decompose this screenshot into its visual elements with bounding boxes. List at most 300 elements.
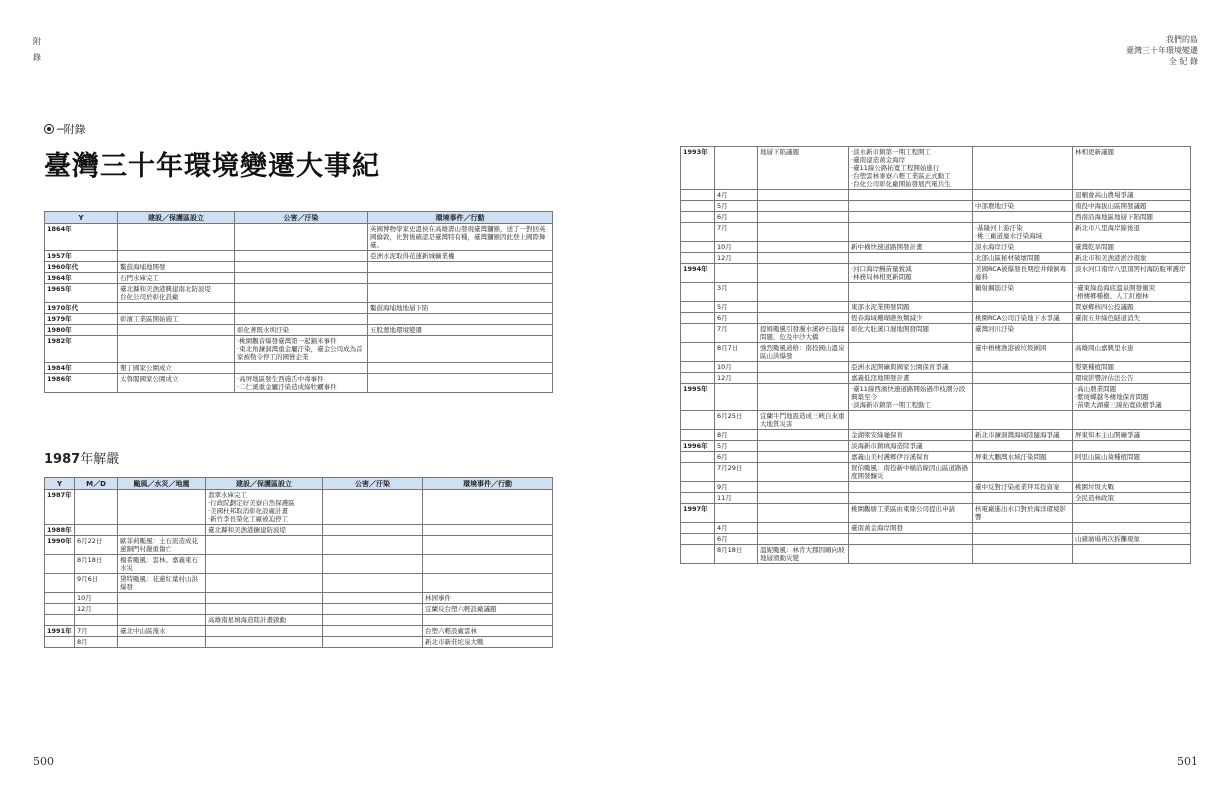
table-cell: [681, 212, 715, 223]
table-cell: [681, 493, 715, 504]
table-cell: [715, 384, 758, 411]
table-row: [681, 283, 1191, 302]
table-cell: [973, 384, 1073, 411]
table-cell: 東部水泥業開發問題: [849, 302, 973, 313]
table-cell: [758, 264, 849, 283]
table-row: [681, 430, 1191, 441]
table-cell: [118, 251, 235, 262]
table-cell: 6月: [715, 452, 758, 463]
table-cell: [235, 284, 368, 303]
table-cell: 臺南黃金海岸開發: [849, 523, 973, 534]
table-cell: [758, 362, 849, 373]
table-cell: [681, 523, 715, 534]
table-cell: 淡水海岸汙染: [973, 242, 1073, 253]
table-cell: 亞洲水泥開礦與國家公園保育爭議: [849, 362, 973, 373]
table-cell: 山豬廣場再次拆攤現象: [1073, 534, 1191, 545]
table-cell: [206, 604, 323, 615]
table-cell: [45, 574, 75, 593]
table-cell: 9月: [715, 482, 758, 493]
table-cell: 亞洲水泥取得花蓮新城礦業權: [368, 251, 553, 262]
table-cell: 屏東大鵬灣水域汙染問題: [973, 452, 1073, 463]
table-cell: ‧高山農業問題 ‧紫斑蝶越冬棲地保育問題 ‧苗栗大湖臺三線拓寬砍樹爭議: [1073, 384, 1191, 411]
table-cell: [1073, 463, 1191, 482]
table-row: [681, 242, 1191, 253]
table-row: [45, 637, 553, 648]
table-cell: 6月: [715, 534, 758, 545]
table-row: [681, 190, 1191, 201]
table-cell: 退輔會高山農場爭議: [1073, 190, 1191, 201]
table-cell: [118, 490, 206, 525]
table-cell: [206, 555, 323, 574]
table-cell: 1995年: [681, 384, 715, 411]
table-cell: 鰲鼓海埔地地層下陷: [368, 303, 553, 314]
table-row: [681, 201, 1191, 212]
appendix-label: ─附錄: [44, 121, 86, 137]
table-cell: [1073, 523, 1191, 534]
table-cell: 臺北縣和美漁港興建南北防波堤 台化公司於彰化設廠: [118, 284, 235, 303]
table-row: [45, 325, 553, 336]
table-row: [681, 147, 1191, 190]
table-cell: [758, 482, 849, 493]
table-cell: [973, 545, 1073, 564]
table-cell: [973, 302, 1073, 313]
table-row: [45, 336, 553, 363]
table-cell: [681, 283, 715, 302]
table-cell: [118, 593, 206, 604]
table-row: [681, 324, 1191, 343]
table-cell: 1987年: [45, 490, 75, 525]
table-cell: 7月: [715, 324, 758, 343]
table-cell: [423, 490, 553, 525]
table-cell: 1979年: [45, 314, 118, 325]
table-cell: 地層下陷議題: [758, 147, 849, 190]
table-cell: [681, 373, 715, 384]
table-cell: 臺灣河川汙染: [973, 324, 1073, 343]
table-cell: 林园事件: [423, 593, 553, 604]
table-cell: 新北市新莊坨泉大戰: [423, 637, 553, 648]
section-year: 1987: [44, 452, 81, 467]
table-cell: [323, 555, 423, 574]
table-cell: [715, 264, 758, 283]
table-cell: [681, 482, 715, 493]
table-cell: 1864年: [45, 224, 118, 251]
table-cell: [323, 490, 423, 525]
table-cell: 楊希颱風：雲林、嘉義東石水災: [118, 555, 206, 574]
side-label: [33, 34, 43, 66]
timeline-table-pre-1987: [44, 211, 553, 393]
table-cell: [368, 273, 553, 284]
table-cell: 1996年: [681, 441, 715, 452]
table-row: [45, 604, 553, 615]
table-cell: [758, 430, 849, 441]
table-cell: [235, 273, 368, 284]
table-cell: 1984年: [45, 363, 118, 374]
table-cell: 8月: [75, 637, 118, 648]
page-title: 臺灣三十年環境變遷大事紀: [44, 151, 380, 182]
table-cell: [368, 336, 553, 363]
table-cell: 中部農地汙染: [973, 201, 1073, 212]
table-cell: [681, 324, 715, 343]
table-cell: 臺南五井綠色隧道消失: [1073, 313, 1191, 324]
table-cell: [849, 223, 973, 242]
column-header: Y: [45, 478, 75, 490]
table-cell: [323, 615, 423, 626]
table-cell: [235, 303, 368, 314]
table-cell: 核電廠進出水口對於海洋環境影響: [973, 504, 1073, 523]
table-cell: ‧高屏地區發生西施舌中毒事件 ‧二仁溪重金屬汙染造成綠牡蠣事件: [235, 374, 368, 393]
table-cell: [849, 343, 973, 362]
table-cell: [681, 201, 715, 212]
table-cell: 彰化著既水圳汙染: [235, 325, 368, 336]
table-cell: 歐菲莉颱風：土石流造成花蓮銅門村嚴重傷亡: [118, 536, 206, 555]
table-cell: [681, 545, 715, 564]
table-row: [681, 384, 1191, 411]
table-row: [681, 463, 1191, 482]
page-number-left: 500: [33, 755, 54, 768]
table-cell: 溫妮颱風：林肯大郡因順向坡地層滑動災變: [758, 545, 849, 564]
table-cell: [973, 534, 1073, 545]
table-row: [45, 262, 553, 273]
table-cell: [1073, 324, 1191, 343]
table-cell: 6月25日: [715, 411, 758, 430]
table-cell: 1957年: [45, 251, 118, 262]
table-cell: 1988年: [45, 525, 75, 536]
table-cell: 英國博物學家史溫侯在高雄壽山發現臺灣獼猴，送了一對回英國倫敦，比對後確認是臺灣特有種，臺灣獼猴因此登上國際舞臺。: [368, 224, 553, 251]
table-cell: 新北市八里海岸線後退: [1073, 223, 1191, 242]
table-cell: [45, 593, 75, 604]
table-cell: [973, 362, 1073, 373]
timeline-table-1993: [680, 146, 1191, 564]
timeline-table-1987: [44, 477, 553, 648]
table-cell: 提姆颱風引發濁水溪砂石盜採問題，危及中沙大橋: [758, 324, 849, 343]
table-cell: [118, 604, 206, 615]
table-cell: 新中橫快速道路開發計畫: [849, 242, 973, 253]
table-cell: 5月: [715, 201, 758, 212]
table-cell: [206, 593, 323, 604]
table-cell: 臺灣乾旱問題: [1073, 242, 1191, 253]
table-cell: [118, 303, 235, 314]
table-cell: ‧河口海岸鰻苗量銳減 ‧林務局林相更新問題: [849, 264, 973, 283]
table-cell: [235, 363, 368, 374]
table-row: [45, 314, 553, 325]
table-cell: [849, 482, 973, 493]
table-cell: [758, 452, 849, 463]
table-cell: 桃園觀塘工業區由東鼎公司提出申請: [849, 504, 973, 523]
table-cell: [423, 615, 553, 626]
table-row: [45, 574, 553, 593]
table-row: [681, 493, 1191, 504]
table-cell: 桃園垃圾大戰: [1073, 482, 1191, 493]
table-row: [681, 452, 1191, 463]
table-cell: 五股溼地環境變遷: [368, 325, 553, 336]
table-cell: 嘉義低窪地開發計畫: [849, 373, 973, 384]
table-row: [681, 411, 1191, 430]
table-cell: [1073, 441, 1191, 452]
table-cell: [758, 493, 849, 504]
table-cell: 8月18日: [715, 545, 758, 564]
table-cell: [758, 534, 849, 545]
table-cell: 臺中梧棲漁港被垃圾圍困: [973, 343, 1073, 362]
table-cell: 恆春海域珊瑚礁魚類減少: [849, 313, 973, 324]
table-cell: 11月: [715, 493, 758, 504]
table-cell: [681, 452, 715, 463]
table-cell: [118, 224, 235, 251]
table-cell: [681, 253, 715, 264]
table-row: [681, 482, 1191, 493]
table-cell: 8月18日: [75, 555, 118, 574]
table-cell: [849, 545, 973, 564]
table-cell: 7月29日: [715, 463, 758, 482]
table-cell: [423, 574, 553, 593]
table-cell: 8月: [715, 430, 758, 441]
table-cell: 環境影響評估法公告: [1073, 373, 1191, 384]
table-cell: [235, 262, 368, 273]
table-cell: 臺中反對汙染產業拜耳投資案: [973, 482, 1073, 493]
table-cell: [681, 223, 715, 242]
table-cell: 10月: [75, 593, 118, 604]
column-header: 公害／汙染: [235, 212, 368, 224]
table-cell: [206, 626, 323, 637]
table-cell: 7月: [715, 223, 758, 242]
table-cell: [758, 242, 849, 253]
table-cell: [423, 536, 553, 555]
table-cell: [323, 536, 423, 555]
table-cell: [849, 534, 973, 545]
table-cell: 新北市濂洞灣海域陸隨海爭議: [973, 430, 1073, 441]
side-label-char: 錄: [33, 53, 41, 62]
table-cell: [758, 523, 849, 534]
table-cell: [323, 604, 423, 615]
table-row: [45, 490, 553, 525]
table-cell: [235, 314, 368, 325]
table-cell: [118, 325, 235, 336]
table-row: [45, 525, 553, 536]
table-cell: 1991年: [45, 626, 75, 637]
table-cell: 6月: [715, 313, 758, 324]
table-cell: [423, 555, 553, 574]
table-cell: [681, 190, 715, 201]
table-row: [45, 374, 553, 393]
table-row: [681, 545, 1191, 564]
table-row: [681, 362, 1191, 373]
table-cell: [849, 190, 973, 201]
table-cell: [973, 493, 1073, 504]
table-row: [681, 504, 1191, 523]
table-cell: [758, 253, 849, 264]
table-cell: [849, 493, 973, 504]
column-header: 颱風／水災／地震: [118, 478, 206, 490]
table-cell: [368, 374, 553, 393]
table-cell: [368, 284, 553, 303]
table-cell: [681, 463, 715, 482]
table-cell: [423, 525, 553, 536]
table-cell: 台塑六輕設廠雲林: [423, 626, 553, 637]
table-cell: 南投中海拔山區開發議題: [1073, 201, 1191, 212]
table-cell: [206, 637, 323, 648]
table-cell: [758, 441, 849, 452]
table-cell: 宜蘭反台塑六輕設廠議題: [423, 604, 553, 615]
table-cell: [758, 190, 849, 201]
table-cell: ‧桃園觀音爆發臺灣第一起鎘米事件 ‧東北角濂洞灣重金屬汙染，臺金公司成為首家被勒令停工的國營企業: [235, 336, 368, 363]
table-row: [45, 626, 553, 637]
table-cell: [45, 604, 75, 615]
table-cell: [75, 525, 118, 536]
table-cell: [758, 212, 849, 223]
table-cell: 10月: [715, 362, 758, 373]
table-cell: 4月: [715, 190, 758, 201]
table-cell: [1073, 504, 1191, 523]
table-cell: 賀伯颱風：南投新中橫沿線因山區道路過度開發釀災: [849, 463, 973, 482]
table-cell: 翡翠水庫完工 ‧行政院劃定好美寮自然保護區 ‧美國杜邦取消彰化設廠計畫 ‧新竹李長榮化工廠被迫停工: [206, 490, 323, 525]
table-cell: [206, 574, 323, 593]
section-title: [44, 448, 119, 467]
table-cell: 淡水河口南岸八里頂罟村海防駐軍護岸: [1073, 264, 1191, 283]
table-cell: [118, 336, 235, 363]
table-cell: 6月22日: [75, 536, 118, 555]
column-header: 環境事件／行動: [423, 478, 553, 490]
table-row: [45, 363, 553, 374]
table-cell: 屏東知本主山開礦爭議: [1073, 430, 1191, 441]
table-cell: 宜蘭牛鬥地震造成三峽自來重大地質災害: [758, 411, 849, 430]
table-cell: 嘉義山美村護鄉伊谷溪保育: [849, 452, 973, 463]
table-cell: 太魯閣國家公園成立: [118, 374, 235, 393]
table-cell: 墾丁國家公園成立: [118, 363, 235, 374]
table-row: [45, 303, 553, 314]
table-cell: ‧臺11線西濱快速道路開始過串枝潮分段興築至今 ‧淡海新市鎮第一期工程動工: [849, 384, 973, 411]
table-cell: [973, 147, 1073, 190]
table-cell: 強烈颱風道格：南投國山溫泉區山洪爆發: [758, 343, 849, 362]
table-cell: [206, 536, 323, 555]
table-cell: 9月6日: [75, 574, 118, 593]
table-cell: 8月7日: [715, 343, 758, 362]
table-cell: 桃園RCA公司汙染地下水爭議: [973, 313, 1073, 324]
column-header: M／D: [75, 478, 118, 490]
table-cell: [849, 411, 973, 430]
table-cell: 石門水庫完工: [118, 273, 235, 284]
table-cell: 彰濱工業區開始施工: [118, 314, 235, 325]
table-cell: 林相更新議題: [1073, 147, 1191, 190]
table-cell: [45, 555, 75, 574]
table-cell: 北部山區秘材破壞問題: [973, 253, 1073, 264]
table-row: [681, 264, 1191, 283]
table-cell: [681, 430, 715, 441]
table-row: [45, 224, 553, 251]
table-cell: ‧淡水新市鎮第一期工程開工 ‧臺南建造黃金海岸 ‧臺11線公路拓寬工程開始進行 ‧台塑雲林麥寮六輕工業區正式動工 ‧台化公司彰化廠開始發展汽電共生: [849, 147, 973, 190]
table-cell: 淡海新市鎮填海造陸爭議: [849, 441, 973, 452]
page-number-right: 501: [1177, 755, 1198, 768]
table-cell: 12月: [715, 373, 758, 384]
table-cell: 1997年: [681, 504, 715, 523]
table-cell: 6月: [715, 212, 758, 223]
table-cell: [715, 147, 758, 190]
table-row: [45, 284, 553, 303]
table-cell: 1990年: [45, 536, 75, 555]
table-cell: 美國RCA被爆發長期挖井傾倒毒廢料: [973, 264, 1073, 283]
table-cell: [973, 523, 1073, 534]
table-cell: [849, 253, 973, 264]
table-cell: 1960年代: [45, 262, 118, 273]
running-head-line: 臺灣三十年環境變遷: [1126, 46, 1198, 55]
table-cell: 7月: [75, 626, 118, 637]
table-cell: [973, 441, 1073, 452]
table-cell: 5月: [715, 441, 758, 452]
table-cell: 3月: [715, 283, 758, 302]
table-cell: 阿里山區山葵種植問題: [1073, 452, 1191, 463]
table-cell: [1073, 545, 1191, 564]
table-cell: [118, 615, 206, 626]
side-label-char: 附: [33, 37, 41, 46]
table-cell: 鰲鼓海埔地開發: [118, 262, 235, 273]
table-cell: 12月: [715, 253, 758, 264]
table-cell: [368, 262, 553, 273]
table-cell: 1982年: [45, 336, 118, 363]
table-cell: 金湖梁安綠龜保育: [849, 430, 973, 441]
table-cell: [715, 504, 758, 523]
appendix-text: 附錄: [63, 123, 86, 136]
table-cell: 高雄岡山嘉興里水患: [1073, 343, 1191, 362]
table-cell: [849, 283, 973, 302]
table-cell: [849, 212, 973, 223]
table-cell: [758, 463, 849, 482]
table-row: [681, 302, 1191, 313]
table-cell: [758, 313, 849, 324]
table-cell: [758, 201, 849, 212]
table-row: [681, 523, 1191, 534]
table-cell: 1970年代: [45, 303, 118, 314]
table-cell: [973, 411, 1073, 430]
table-cell: [681, 343, 715, 362]
table-cell: [681, 313, 715, 324]
table-cell: 10月: [715, 242, 758, 253]
table-cell: [368, 363, 553, 374]
column-header: 建設／保護區設立: [118, 212, 235, 224]
table-row: [681, 373, 1191, 384]
table-row: [45, 593, 553, 604]
table-cell: 臺北縣和美漁港擴建防波堤: [206, 525, 323, 536]
column-header: 公害／汙染: [323, 478, 423, 490]
table-cell: 新北市和美漁港淤沙現象: [1073, 253, 1191, 264]
table-cell: 黛特颱風：花蓮紅葉村山洪爆發: [118, 574, 206, 593]
table-cell: [323, 637, 423, 648]
table-cell: 5月: [715, 302, 758, 313]
table-cell: 鶴射鋼筋汙染: [973, 283, 1073, 302]
column-header: Y: [45, 212, 118, 224]
table-cell: 全民造林政策: [1073, 493, 1191, 504]
table-cell: 1986年: [45, 374, 118, 393]
column-header: 環境事件／行動: [368, 212, 553, 224]
table-cell: 嬰粟種植問題: [1073, 362, 1191, 373]
table-cell: 高雄南星填海造陸計畫啟動: [206, 615, 323, 626]
table-row: [45, 555, 553, 574]
table-cell: [681, 242, 715, 253]
table-cell: [1073, 411, 1191, 430]
table-cell: [235, 251, 368, 262]
table-cell: [45, 615, 75, 626]
table-row: [681, 534, 1191, 545]
table-cell: [758, 302, 849, 313]
table-row: [45, 615, 553, 626]
table-row: [681, 313, 1191, 324]
table-row: [45, 273, 553, 284]
table-cell: 1994年: [681, 264, 715, 283]
table-cell: [973, 212, 1073, 223]
table-row: [681, 441, 1191, 452]
table-cell: [758, 283, 849, 302]
table-row: [45, 536, 553, 555]
table-cell: [849, 201, 973, 212]
table-cell: [118, 525, 206, 536]
table-cell: [118, 637, 206, 648]
